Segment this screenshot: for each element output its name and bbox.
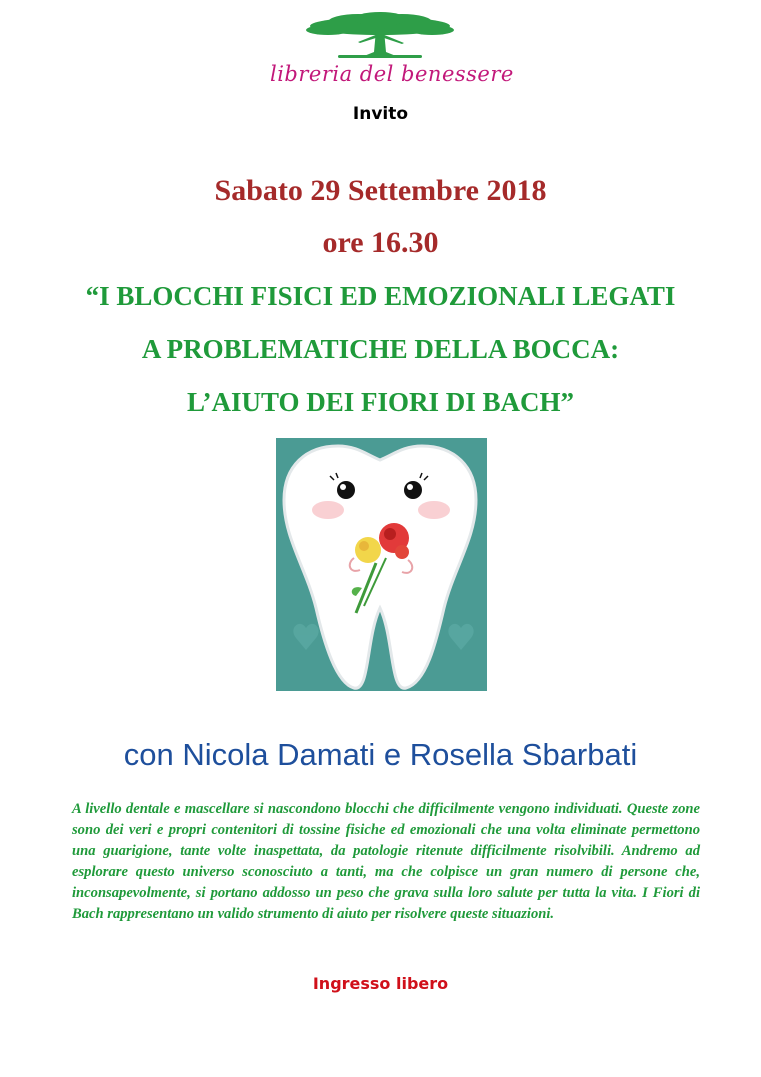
invite-label: Invito (352, 104, 409, 124)
event-time: ore 16.30 (322, 226, 439, 259)
event-date: Sabato 29 Settembre 2018 (214, 174, 547, 207)
event-description: A livello dentale e mascellare si nascondono blocchi che difficilmente vengono individuati. Queste zone sono dei veri e propri contenitori di tossine fisiche ed emozionali che una volta eliminate permettono una guarigione, tante volte inaspettata, da patologie ritenute difficilmente risolvibili. Andremo ad esplorare questo universo sconosciuto a tanti, ma che colpisce un gran numero di persone che, inconsapevolmente, si portano addosso un peso che grava sulla loro salute per tutta la vita. I Fiori di Bach rappresentano un valido strumento di aiuto per risolvere queste situazioni. (72, 801, 700, 922)
logo (270, 12, 514, 86)
event-title-line-2: A PROBLEMATICHE DELLA BOCCA: (141, 334, 620, 364)
tooth-illustration (276, 438, 487, 691)
speakers: con Nicola Damati e Rosella Sbarbati (123, 737, 638, 772)
event-title-line-3: L’AIUTO DEI FIORI DI BACH” (186, 387, 575, 417)
event-title-line-1: “I BLOCCHI FISICI ED EMOZIONALI LEGATI (85, 281, 676, 311)
tooth-with-flowers-icon (276, 438, 487, 691)
logo-text: libreria del benessere (270, 62, 514, 86)
tree-icon (298, 12, 462, 62)
entry-note: Ingresso libero (312, 974, 449, 993)
